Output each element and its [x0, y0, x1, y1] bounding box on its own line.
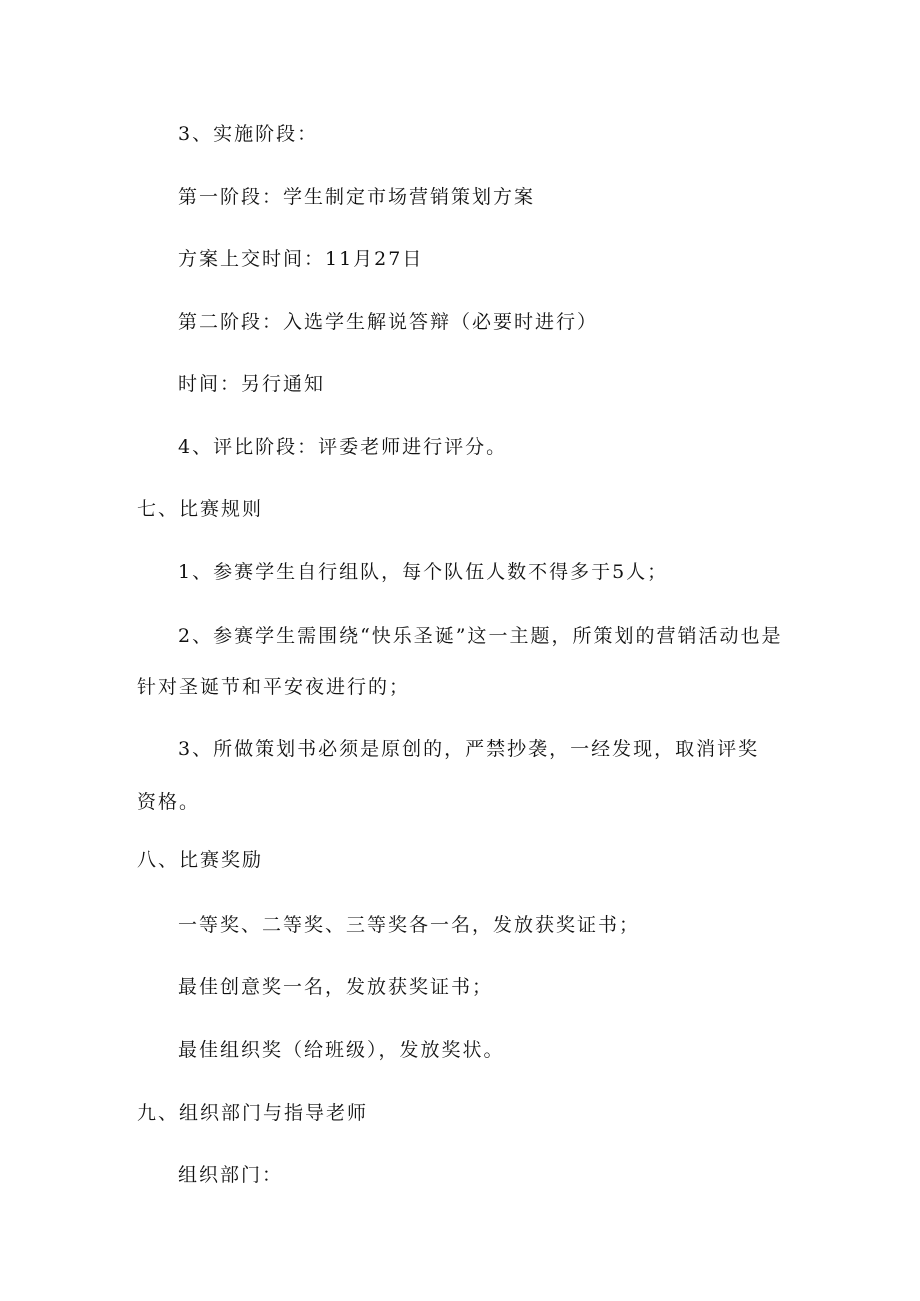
- submission-time-text: 方案上交时间：11月27日: [178, 248, 424, 270]
- rule-1-text: 1、参赛学生自行组队，每个队伍人数不得多于5人；: [178, 561, 669, 583]
- section-9-heading: 九、组织部门与指导老师: [137, 1102, 369, 1124]
- rule-2-text: 2、参赛学生需围绕“快乐圣诞”这一主题，所策划的营销活动也是: [178, 625, 783, 647]
- award-2-text: 最佳创意奖一名，发放获奖证书；: [178, 976, 494, 998]
- section-8-heading: 八、比赛奖励: [137, 849, 264, 871]
- award-1-text: 一等奖、二等奖、三等奖各一名，发放获奖证书；: [178, 914, 641, 936]
- rule-2-continuation: 针对圣诞节和平安夜进行的；: [137, 676, 411, 698]
- time-notice-text: 时间：另行通知: [178, 373, 326, 395]
- phase-1-text: 第一阶段：学生制定市场营销策划方案: [178, 186, 536, 208]
- stage-4-text: 4、评比阶段：评委老师进行评分。: [178, 436, 508, 458]
- stage-3-heading: 3、实施阶段：: [178, 123, 319, 145]
- phase-2-text: 第二阶段：入选学生解说答辩（必要时进行）: [178, 311, 599, 333]
- organizer-label: 组织部门：: [178, 1164, 284, 1186]
- rule-3-continuation: 资格。: [137, 791, 201, 813]
- rule-3-text: 3、所做策划书必须是原创的，严禁抄袭，一经发现，取消评奖: [178, 738, 760, 760]
- award-3-text: 最佳组织奖（给班级），发放奖状。: [178, 1039, 505, 1061]
- section-7-heading: 七、比赛规则: [137, 498, 264, 520]
